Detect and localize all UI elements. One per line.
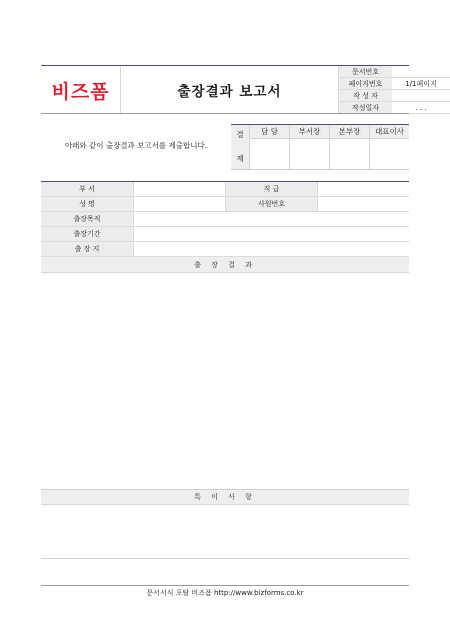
place-label: 출 장 지 bbox=[41, 242, 133, 256]
approval-col-dept-head[interactable] bbox=[289, 125, 329, 170]
approval-label-top: 결 bbox=[236, 130, 244, 139]
info-row-name bbox=[41, 197, 409, 212]
footer-text: 문서서식 포탈 비즈폼 http://www.bizforms.co.kr bbox=[146, 589, 304, 597]
special-notes-divider bbox=[41, 558, 409, 559]
info-row-period bbox=[41, 227, 409, 242]
meta-label: 문서번호 bbox=[338, 66, 392, 77]
special-notes-header: 특 이 사 항 bbox=[41, 489, 409, 505]
bizforms-logo: 비즈폼 bbox=[41, 66, 121, 114]
meta-value: 1/1페이지 bbox=[405, 79, 437, 88]
result-section-header: 출 장 결 과 bbox=[41, 257, 409, 273]
document-title: 출장결과 보고서 bbox=[177, 84, 282, 100]
approval-col-head: 대표이사 bbox=[370, 125, 409, 139]
name-field[interactable] bbox=[133, 197, 225, 211]
info-row-dept bbox=[41, 182, 409, 197]
purpose-label: 출장목적 bbox=[41, 212, 133, 226]
dept-field[interactable] bbox=[133, 182, 225, 196]
meta-label: 작 성 자 bbox=[338, 90, 392, 101]
footer-divider bbox=[41, 585, 409, 586]
approval-divider bbox=[231, 169, 409, 170]
dept-label: 부 서 bbox=[41, 182, 133, 196]
approval-col-ceo[interactable] bbox=[369, 125, 409, 170]
info-row-purpose bbox=[41, 212, 409, 227]
approval-col-head: 본부장 bbox=[330, 125, 369, 139]
employee-no-label: 사원번호 bbox=[225, 197, 317, 211]
intro-text: 아래와 같이 출장결과 보고서를 제출합니다. bbox=[64, 140, 208, 150]
approval-label bbox=[231, 125, 249, 170]
approval-table bbox=[231, 124, 409, 169]
approval-col-head: 부서장 bbox=[290, 125, 329, 139]
period-label: 출장기간 bbox=[41, 227, 133, 241]
trip-info-table bbox=[41, 181, 409, 273]
document-meta-table bbox=[338, 66, 437, 114]
meta-value[interactable] bbox=[392, 90, 450, 101]
meta-value[interactable] bbox=[392, 66, 450, 77]
meta-row-author bbox=[338, 90, 450, 102]
result-content-area[interactable] bbox=[41, 276, 409, 489]
document-header bbox=[41, 65, 437, 113]
purpose-field[interactable] bbox=[133, 212, 409, 226]
employee-no-field[interactable] bbox=[317, 197, 409, 211]
header-divider bbox=[41, 113, 409, 114]
meta-value[interactable]: . . . bbox=[415, 103, 427, 112]
position-field[interactable] bbox=[317, 182, 409, 196]
name-label: 성 명 bbox=[41, 197, 133, 211]
meta-row-doc-number bbox=[338, 66, 450, 78]
approval-col-division-head[interactable] bbox=[329, 125, 369, 170]
position-label: 직 급 bbox=[225, 182, 317, 196]
meta-label: 페이지번호 bbox=[338, 78, 392, 89]
period-field[interactable] bbox=[133, 227, 409, 241]
meta-row-page-number bbox=[338, 78, 450, 90]
approval-col-staff[interactable] bbox=[249, 125, 289, 170]
approval-col-head: 담 당 bbox=[250, 125, 289, 139]
approval-label-bottom: 재 bbox=[236, 154, 244, 163]
info-row-place bbox=[41, 242, 409, 257]
meta-label: 작성일자 bbox=[338, 102, 392, 113]
place-field[interactable] bbox=[133, 242, 409, 256]
